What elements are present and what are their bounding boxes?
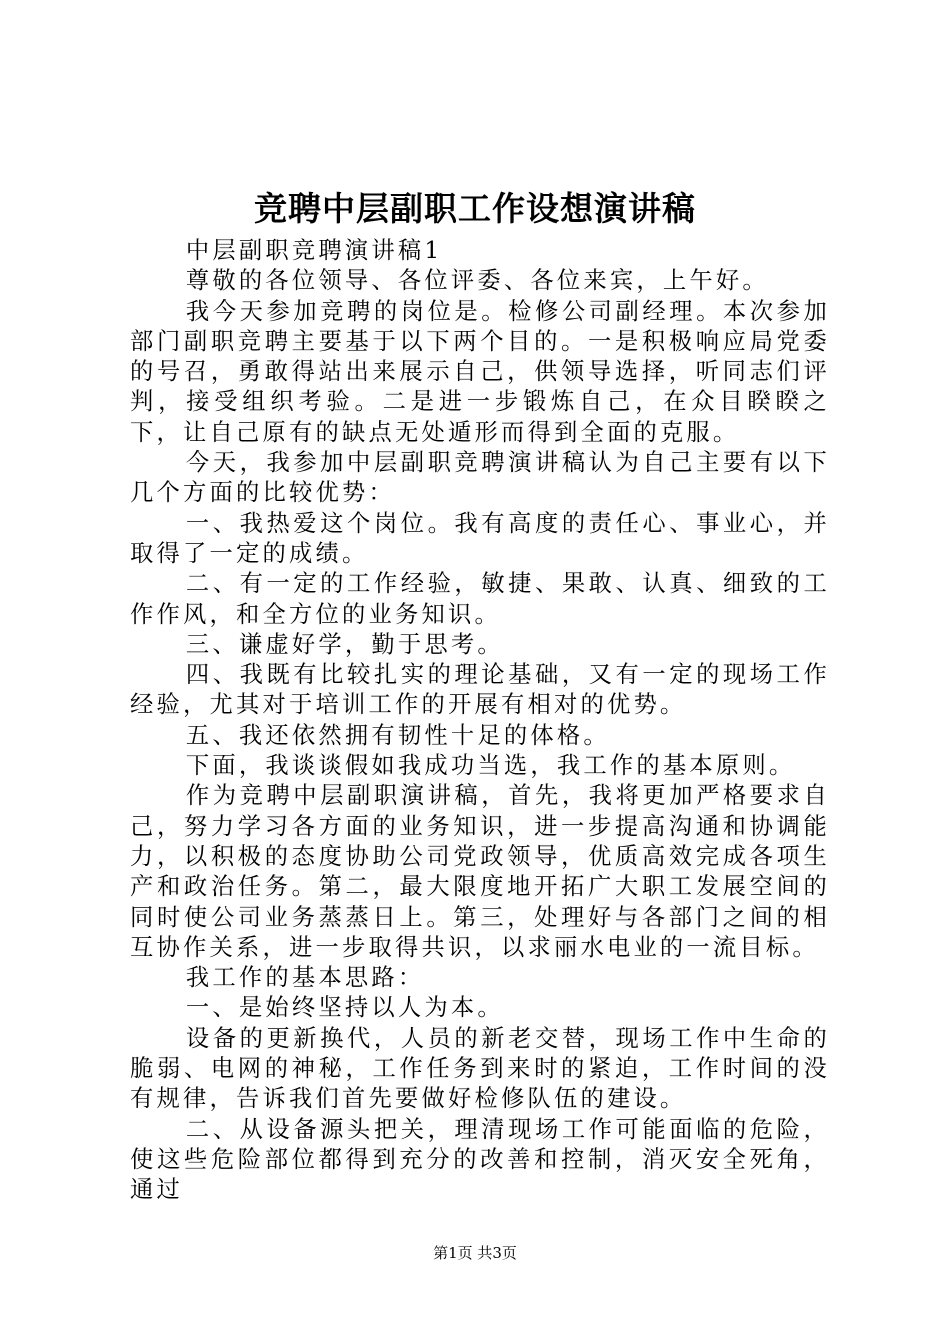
paragraph: 一、是始终坚持以人为本。	[185, 994, 504, 1022]
paragraph: 今天，我参加中层副职竞聘演讲稿认为自己主要有以下几个方面的比较优势：	[130, 449, 830, 507]
paragraph: 我工作的基本思路：	[185, 964, 425, 992]
document-title: 竞聘中层副职工作设想演讲稿	[254, 189, 696, 228]
paragraph: 设备的更新换代，人员的新老交替，现场工作中生命的脆弱、电网的神秘，工作任务到来时的紧迫，工作时间的没有规律，告诉我们首先要做好检修队伍的建设。	[130, 1024, 830, 1113]
paragraph: 一、我热爱这个岗位。我有高度的责任心、事业心，并取得了一定的成绩。	[130, 509, 830, 567]
document-body	[130, 236, 830, 1206]
paragraph: 作为竞聘中层副职演讲稿，首先，我将更加严格要求自己，努力学习各方面的业务知识，进一步提高沟通和协调能力，以积极的态度协助公司党政领导，优质高效完成各项生产和政治任务。第二，最大限度地开拓广大职工发展空间的同时使公司业务蒸蒸日上。第三，处理好与各部门之间的相互协作关系，进一步取得共识，以求丽水电业的一流目标。	[130, 782, 830, 961]
paragraph: 我今天参加竞聘的岗位是。检修公司副经理。本次参加部门副职竞聘主要基于以下两个目的。一是积极响应局党委的号召，勇敢得站出来展示自己，供领导选择，听同志们评判，接受组织考验。二是进一步锻炼自己，在众目睽睽之下，让自己原有的缺点无处遁形而得到全面的克服。	[130, 297, 830, 446]
paragraph: 二、从设备源头把关，理清现场工作可能面临的危险，使这些危险部位都得到充分的改善和控制，消灭安全死角，通过	[130, 1115, 830, 1204]
page-footer: 第1页 共3页	[433, 1244, 517, 1262]
paragraph: 二、有一定的工作经验，敏捷、果敢、认真、细致的工作作风，和全方位的业务知识。	[130, 570, 830, 628]
paragraph: 中层副职竞聘演讲稿1	[185, 237, 443, 264]
paragraph: 三、谦虚好学，勤于思考。	[185, 630, 504, 658]
paragraph: 下面，我谈谈假如我成功当选，我工作的基本原则。	[185, 752, 796, 780]
paragraph: 尊敬的各位领导、各位评委、各位来宾，上午好。	[185, 267, 769, 295]
paragraph: 四、我既有比较扎实的理论基础，又有一定的现场工作经验，尤其对于培训工作的开展有相对的优势。	[130, 661, 830, 719]
paragraph: 五、我还依然拥有韧性十足的体格。	[185, 721, 610, 749]
